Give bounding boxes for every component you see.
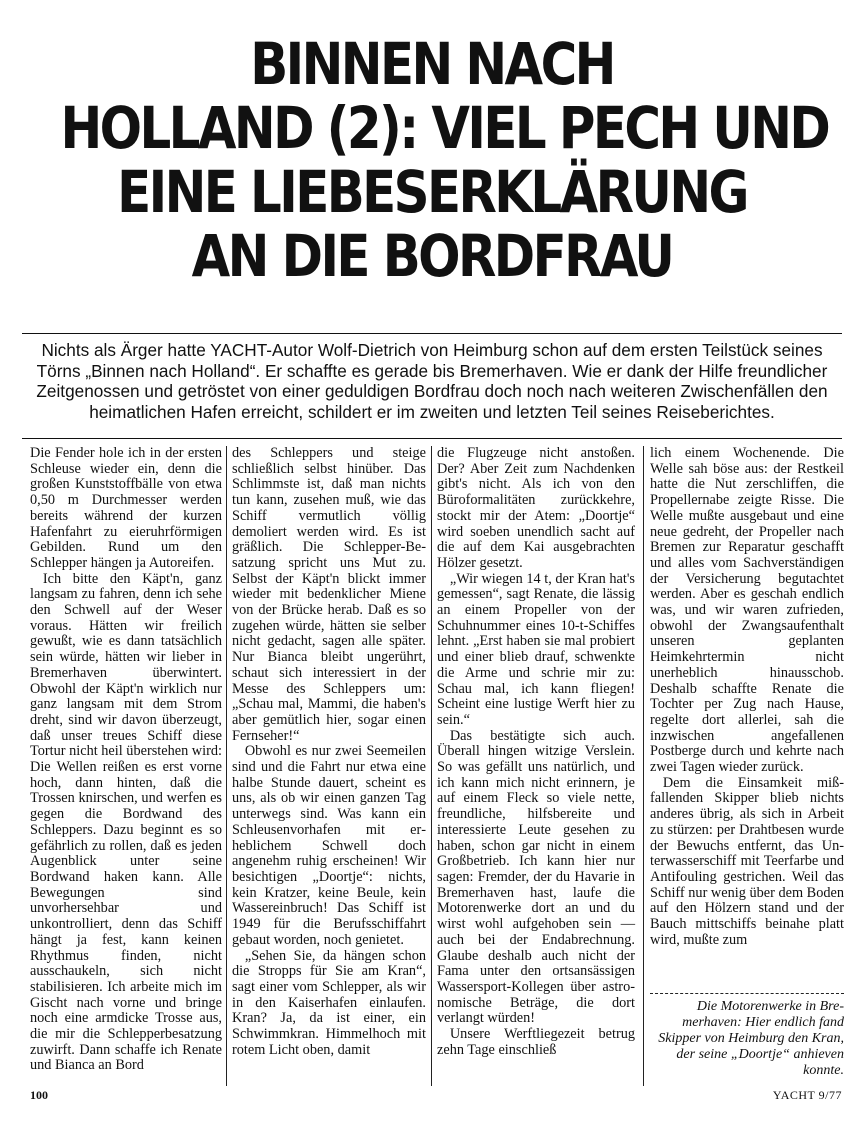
paragraph: Ich bitte den Käpt'n, ganz langsam zu fahren, denn ich sehe den Schwell auf der Weser voraus. Hätten wir freilich gewußt, wie es dann tatsächlich sein würde, hätten wir lieber in Bremerhaven überwintert. Obwohl der Käpt'n wirklich nur ganz langsam mit dem Strom dreht, sind wir davon überzeugt, daß unser treues Schiff diese Tortur nicht heil überstehen wird: Die Wellen reißen es erst vorne hoch, dann hinten, daß die Trossen knirschen, und werfen es gegen die Bordwand des Schleppers. Dazu beginnt es so gefährlich zu rollen, daß es jeden Augenblick unter seine Bordwand haken kann. Alle Bewegungen sind unvorhersehbar und unkontrolliert, denn das Schiff hängt ja fest, kann keinen Rhythmus finden, nicht ausschaukeln, sich nicht stabilisieren. Ich arbeite mich im Gischt nach vorne und bringe noch eine armdicke Trosse aus, die mir die Schlepperbesatzung zuwirft. Dann schaffe ich Renate und Bianca an Bord xyxy=(30,570,222,1074)
paragraph: die Flugzeuge nicht anstoßen. Der? Aber Zeit zum Nachdenken gibt's nicht. Als ich von den Büroformalitäten zurückkehre, stockt mir der Atem: „Doortje“ wird soeben unendlich sacht auf die auf dem Kai ausgebrachten Hölzer gesetzt. xyxy=(437,445,635,571)
column-divider xyxy=(226,446,227,1086)
paragraph: „Wir wiegen 14 t, der Kran hat's gemessen“, sagt Renate, die lässig an einem Propeller von der Schuhnummer eines 10-t-Schiffes lehnt. „Erst haben sie mal probiert und einer blieb drauf, schwenkte die Arme und schrie mir zu: Schau mal, ich kann fliegen! Scheint eine lustige Werft hier zu sein.“ xyxy=(437,570,635,728)
headline xyxy=(60,30,829,290)
paragraph: Das bestätigte sich auch. Überall hingen witzige Verslein. So was gefällt uns natürlich, und ich kann mich nicht erinnern, je auf einem Fleck so viele nette, freundliche, hilfsbereite und interessierte Leute gesehen zu haben, schon gar nicht in einem Großbetrieb. Ich kann hier nur sagen: Fremder, der du Havarie in Bremerhaven hast, laufe die Motorenwerke dort an und du wirst wohl aufgehoben sein — auch bei der Endabrechnung. Glaube deshalb auch nicht der Fama unter den ortsansässigen Wassersport-Kollegen über astronomische Beträge, die dort verlangt würden! xyxy=(437,727,635,1027)
paragraph: „Sehen Sie, da hängen schon die Stropps für Sie am Kran“, sagt einer vom Schlepper, als wir in den Kaiserhafen einlaufen. Kran? Ja, da ist einer, ein Schwimmkran. Himmelhoch mit rotem Licht oben, damit xyxy=(232,947,426,1058)
photo-caption: Die Motorenwerke in Bremerhaven: Hier endlich fand Skipper von Heimburg den Kran, der seine „Doortje“ anhieven konnte. xyxy=(658,999,844,1078)
lead-top-rule xyxy=(22,333,842,334)
column-divider xyxy=(643,446,644,1086)
issue-label: YACHT 9/77 xyxy=(772,1088,842,1102)
paragraph: Unsere Werftliegezeit betrug zehn Tage einschließ xyxy=(437,1026,635,1058)
headline-line: BINNEN NACH xyxy=(250,30,614,98)
headline-line: AN DIE BORDFRAU xyxy=(191,222,673,290)
paragraph: des Schleppers und steige schließlich selbst hinüber. Das Schlimmste ist, daß man nichts tun kann, zusehen muß, wie das Schiff vermutlich völlig demoliert werden wird. Es ist gräßlich. Die Schlepper-Besatzung spricht uns Mut zu. Selbst der Käpt'n blickt immer wieder mit bedenklicher Miene von der Brücke herab. Daß es so zugehen würde, hätten sie selber nicht gedacht, sagen alle später. Nur Bianca bleibt ungerührt, schaut sich interessiert in der Messe des Schleppers um: „Schau mal, Mammi, die haben's aber gemütlich hier, sogar einen Fernseher!“ xyxy=(232,445,426,744)
paragraph: Dem die Einsamkeit mißfallenden Skipper blieb nichts anderes übrig, als sich in Arbeit zu stürzen: per Drahtbesen wurde der Bewuchs entfernt, das Unterwasserschiff mit Teerfarbe und Antifouling gestrichen. Weil das Schiff nur wenig über dem Boden auf den Hölzern stand und der Bauch mittschiffs beinahe platt wird, mußte zum xyxy=(650,774,844,948)
article-column-3 xyxy=(437,446,635,1058)
lead-bottom-rule xyxy=(22,438,842,439)
paragraph: Die Fender hole ich in der ersten Schleuse wieder ein, denn die großen Kunststoffbälle von etwa 0,50 m Durchmesser werden bereits während der kurzen Hafenfahrt zu eieruhrförmigen Gebilden. Rund um den Schlepper hängen ja Autoreifen. xyxy=(30,445,222,571)
caption-rule xyxy=(650,993,844,994)
page-number: 100 xyxy=(30,1088,48,1102)
paragraph: Obwohl es nur zwei Seemeilen sind und die Fahrt nur etwa eine halbe Stunde dauert, scheint es uns, als ob wir einen ganzen Tag unterwegs sind. Was kann ein Schleusenvorhafen mit erheblichem Schwell doch angenehm ruhig erscheinen! Wir besichtigen „Doortje“: nichts, kein Kratzer, keine Beule, kein Wassereinbruch! Das Schiff ist 1949 für die Berufsschiffahrt gebaut worden, noch genietet. xyxy=(232,743,426,948)
article-column-4 xyxy=(650,446,844,949)
article-column-1 xyxy=(30,446,222,1074)
article-column-2 xyxy=(232,446,426,1058)
lead-paragraph: Nichts als Ärger hatte YACHT-Autor Wolf-Dietrich von Heimburg schon auf dem ersten Teilstück seines Törns „Binnen nach Holland“. Er schaffte es gerade bis Bremerhaven. Wie er dank der Hilfe freundlicher Zeitgenossen und getröstet von einer geduldigen Bordfrau doch noch nach weiteren Zwischenfällen den heimatlichen Hafen erreicht, schildert er im zweiten und letzten Teil seines Reiseberichtes. xyxy=(36,340,828,422)
headline-line: HOLLAND (2): VIEL PECH UND xyxy=(60,94,829,162)
paragraph: lich einem Wochenende. Die Welle sah böse aus: der Restkeil hatte die Nut zerschliffen, die Propellernabe zeigte Risse. Die Welle mußte ausgebaut und eine neue gedreht, der Propeller nach Bremen zur Reparatur geschafft und alles vom Sachverständigen der Versicherung begutachtet werden. Aber es geschah endlich was, und wir waren zufrieden, obwohl der Zwangsaufenthalt unseren geplanten Heimkehrtermin nicht unerheblich hinausschob. Deshalb schaffte Renate die Tochter per Zug nach Hause, regelte dort allerlei, sah die inzwischen angefallenen Postberge durch und kehrte nach zwei Tagen wieder zurück. xyxy=(650,445,844,776)
headline-line: EINE LIEBESERKLÄRUNG xyxy=(117,158,747,226)
column-divider xyxy=(431,446,432,1086)
